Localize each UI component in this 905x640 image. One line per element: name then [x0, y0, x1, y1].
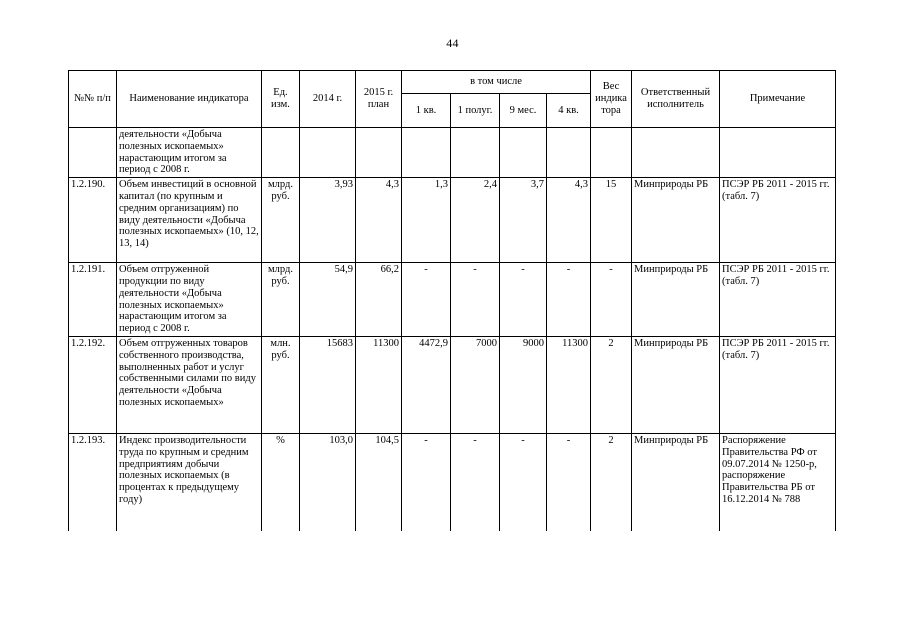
cell-note: Распоряжение Правительства РФ от 09.07.2014 № 1250-р, распоряжение Правительства РБ от 16.12.2014 № 788 [720, 433, 836, 531]
header-2015-plan: 2015 г. план [356, 71, 402, 128]
cell-weight: 2 [591, 336, 632, 433]
header-weight: Вес индика тора [591, 71, 632, 128]
header-half1: 1 полуг. [451, 94, 500, 128]
cell-q4: - [547, 433, 591, 531]
header-q1: 1 кв. [402, 94, 451, 128]
cell-2014: 3,93 [300, 178, 356, 263]
cell-half1 [451, 128, 500, 178]
cell-responsible: Минприроды РБ [632, 433, 720, 531]
cell-unit: млн. руб. [262, 336, 300, 433]
cell-unit: % [262, 433, 300, 531]
cell-responsible: Минприроды РБ [632, 336, 720, 433]
table-row [69, 433, 836, 531]
cell-2015 [356, 128, 402, 178]
cell-num: 1.2.190. [69, 178, 117, 263]
cell-weight [591, 128, 632, 178]
cell-num: 1.2.193. [69, 433, 117, 531]
header-9m: 9 мес. [500, 94, 547, 128]
cell-q1: - [402, 433, 451, 531]
cell-note: ПСЭР РБ 2011 - 2015 гг. (табл. 7) [720, 336, 836, 433]
header-including: в том числе [402, 71, 591, 94]
cell-2015: 104,5 [356, 433, 402, 531]
cell-weight: 2 [591, 433, 632, 531]
cell-name: Индекс производительности труда по крупным и средним предприятиям добычи полезных ископаемых (в процентах к предыдущему году) [117, 433, 262, 531]
header-note: Примечание [720, 71, 836, 128]
cell-num: 1.2.191. [69, 263, 117, 337]
cell-2014 [300, 128, 356, 178]
table-row [69, 336, 836, 433]
cell-note: ПСЭР РБ 2011 - 2015 гг. (табл. 7) [720, 263, 836, 337]
cell-half1: - [451, 433, 500, 531]
page-number: 44 [446, 36, 459, 50]
cell-9m: 3,7 [500, 178, 547, 263]
cell-responsible: Минприроды РБ [632, 263, 720, 337]
cell-2014: 54,9 [300, 263, 356, 337]
cell-q4: 11300 [547, 336, 591, 433]
cell-name: деятельности «Добыча полезных ископаемых» нарастающим итогом за период с 2008 г. [117, 128, 262, 178]
cell-2015: 66,2 [356, 263, 402, 337]
cell-q4: - [547, 263, 591, 337]
table-row [69, 263, 836, 337]
cell-note: ПСЭР РБ 2011 - 2015 гг. (табл. 7) [720, 178, 836, 263]
cell-q1 [402, 128, 451, 178]
cell-half1: 7000 [451, 336, 500, 433]
cell-9m: - [500, 263, 547, 337]
cell-weight: - [591, 263, 632, 337]
cell-name: Объем отгруженных товаров собственного производства, выполненных работ и услуг собственными силами по виду деятельности «Добыча полезных ископаемых» [117, 336, 262, 433]
cell-unit: млрд. руб. [262, 263, 300, 337]
cell-9m: 9000 [500, 336, 547, 433]
cell-q1: 1,3 [402, 178, 451, 263]
cell-9m [500, 128, 547, 178]
header-q4: 4 кв. [547, 94, 591, 128]
header-num: №№ п/п [69, 71, 117, 128]
cell-unit: млрд. руб. [262, 178, 300, 263]
header-unit: Ед. изм. [262, 71, 300, 128]
cell-num [69, 128, 117, 178]
cell-responsible [632, 128, 720, 178]
cell-num: 1.2.192. [69, 336, 117, 433]
table-row [69, 178, 836, 263]
cell-q4 [547, 128, 591, 178]
cell-name: Объем инвестиций в основной капитал (по крупным и средним организациям) по виду деятельности «Добыча полезных ископаемых» (10, 12, 13, 14) [117, 178, 262, 263]
table-header-row [69, 71, 836, 94]
cell-responsible: Минприроды РБ [632, 178, 720, 263]
header-responsible: Ответственный исполнитель [632, 71, 720, 128]
header-2014: 2014 г. [300, 71, 356, 128]
cell-q1: 4472,9 [402, 336, 451, 433]
cell-9m: - [500, 433, 547, 531]
cell-2014: 15683 [300, 336, 356, 433]
cell-2014: 103,0 [300, 433, 356, 531]
table-row [69, 128, 836, 178]
cell-half1: - [451, 263, 500, 337]
cell-half1: 2,4 [451, 178, 500, 263]
cell-note [720, 128, 836, 178]
cell-q1: - [402, 263, 451, 337]
cell-name: Объем отгруженной продукции по виду деятельности «Добыча полезных ископаемых» нарастающим итогом за период с 2008 г. [117, 263, 262, 337]
indicators-table [68, 70, 836, 531]
header-name: Наименование индикатора [117, 71, 262, 128]
cell-unit [262, 128, 300, 178]
cell-2015: 11300 [356, 336, 402, 433]
cell-2015: 4,3 [356, 178, 402, 263]
cell-q4: 4,3 [547, 178, 591, 263]
cell-weight: 15 [591, 178, 632, 263]
